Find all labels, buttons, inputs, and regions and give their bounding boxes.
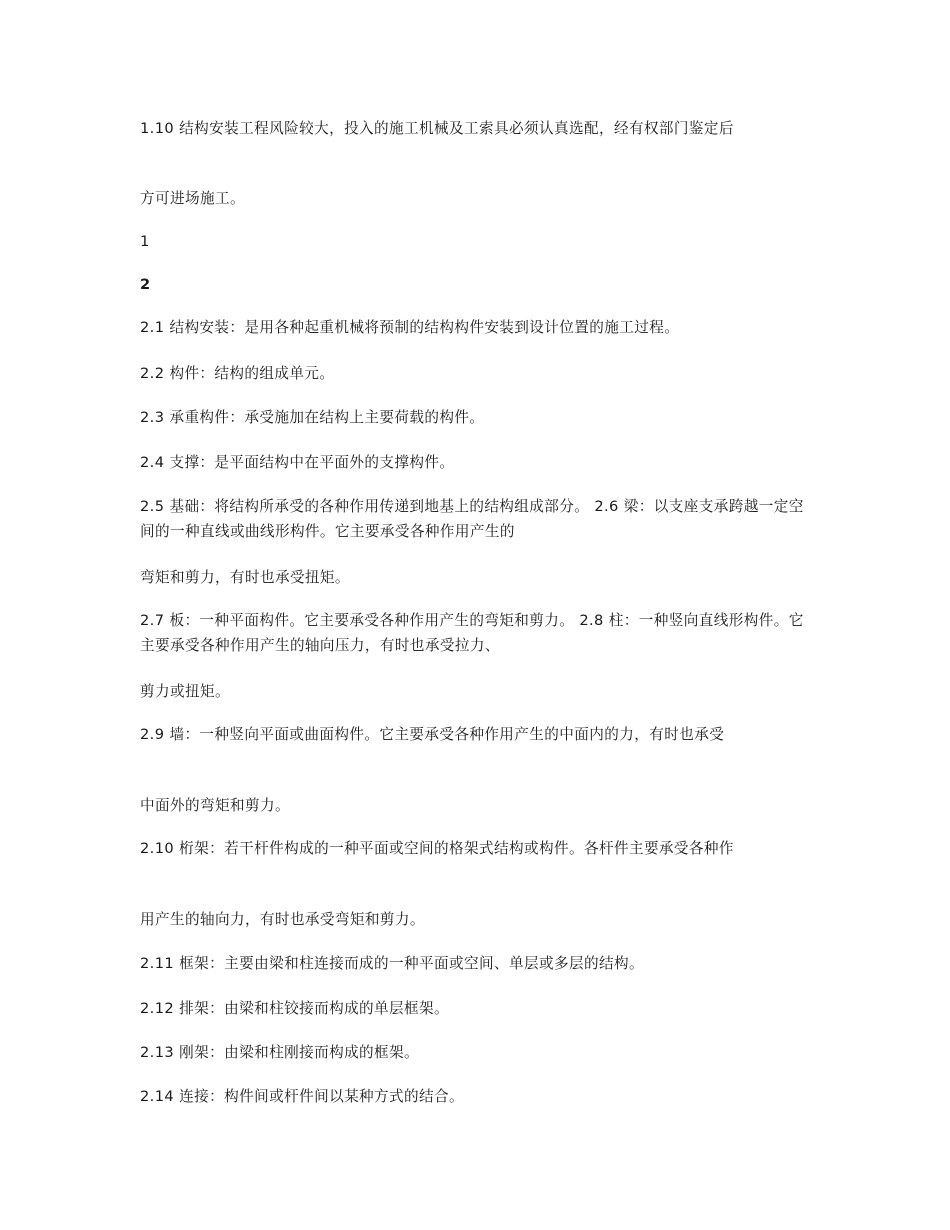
section-heading-2: 2 [140,276,151,293]
paragraph-2-3: 2.3 承重构件：承受施加在结构上主要荷载的构件。 [140,409,485,426]
paragraph-2-13: 2.13 刚架：由梁和柱刚接而构成的框架。 [140,1044,420,1061]
paragraph-2-2: 2.2 构件：结构的组成单元。 [140,365,335,382]
paragraph-2-11: 2.11 框架：主要由梁和柱连接而成的一种平面或空间、单层或多层的结构。 [140,955,644,972]
paragraph-2-12: 2.12 排架：由梁和柱铰接而构成的单层框架。 [140,1000,450,1017]
paragraph-2-10-continued: 用产生的轴向力，有时也承受弯矩和剪力。 [140,911,425,928]
paragraph-2-6-continued: 弯矩和剪力，有时也承受扭矩。 [140,569,350,586]
paragraph-1-10-continued: 方可进场施工。 [140,190,245,207]
page-number: 1 [140,233,150,250]
paragraph-2-5-2-6: 2.5 基础：将结构所承受的各种作用传递到地基上的结构组成部分。 2.6 梁：以支座支承跨越一定空间的一种直线或曲线形构件。它主要承受各种作用产生的 [140,498,804,540]
paragraph-2-9-continued: 中面外的弯矩和剪力。 [140,797,290,814]
paragraph-2-14: 2.14 连接：构件间或杆件间以某种方式的结合。 [140,1088,465,1105]
paragraph-2-9: 2.9 墙：一种竖向平面或曲面构件。它主要承受各种作用产生的中面内的力，有时也承受 [140,726,725,743]
paragraph-2-7-2-8: 2.7 板：一种平面构件。它主要承受各种作用产生的弯矩和剪力。 2.8 柱：一种竖向直线形构件。它主要承受各种作用产生的轴向压力，有时也承受拉力、 [140,612,804,654]
paragraph-1-10: 1.10 结构安装工程风险较大，投入的施工机械及工索具必须认真选配，经有权部门鉴定后 [140,120,734,137]
paragraph-2-8-continued: 剪力或扭矩。 [140,683,230,700]
paragraph-2-10: 2.10 桁架：若干杆件构成的一种平面或空间的格架式结构或构件。各杆件主要承受各种作 [140,840,734,857]
paragraph-2-4: 2.4 支撑：是平面结构中在平面外的支撑构件。 [140,454,455,471]
paragraph-2-1: 2.1 结构安装：是用各种起重机械将预制的结构构件安装到设计位置的施工过程。 [140,319,680,336]
